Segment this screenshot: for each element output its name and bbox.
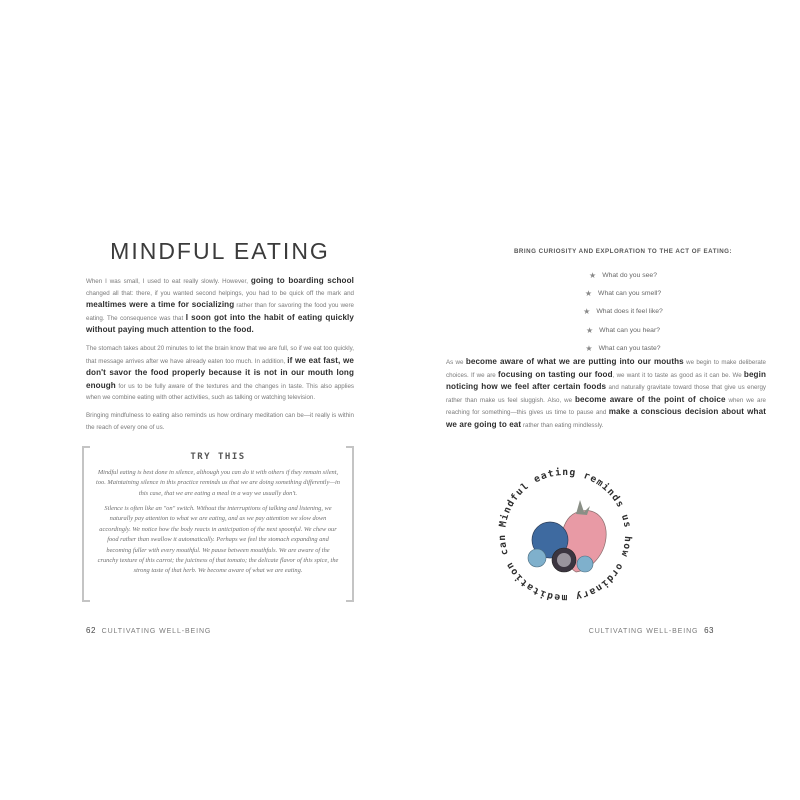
highlighted-phrase: become aware of what we are putting into our mouths [465,357,684,366]
fruit-badge [490,460,640,610]
question-text: What do you see? [602,271,657,279]
highlighted-phrase: going to boarding school [250,276,354,285]
try-this-heading: TRY THIS [190,452,246,462]
star-icon: ★ [585,344,593,354]
right-page [400,0,800,800]
mindfulness-paragraph: Bringing mindfulness to eating also reminds us how ordinary meditation can be—it really is within the reach of every one of us. [86,412,354,431]
text-run: rather than for savoring the food you were eating. The consequence was that [86,302,354,322]
blueberry-left [528,549,546,567]
right-footer [589,626,714,635]
question-item [480,266,766,284]
text-run: The stomach takes about 20 minutes to let the brain know that we are full, so if we eat too quickly, that message arrives after we have already eaten too much. In addition, [86,345,354,365]
highlighted-phrase: begin noticing how we feel after certain foods [446,369,766,391]
text-run: for us to be fully aware of the textures and the changes in taste. This also applies when we combine eating with other activities, such as talking or watching television. [86,382,354,401]
stomach-paragraph [86,343,354,404]
blueberry-right [577,556,593,572]
intro-paragraph [86,275,354,337]
choices-paragraph [446,356,766,431]
try-this-paragraph-1: Mindful eating is best done in silence, although you can do it with others if they remain silent, too. Maintaining silence in this practice reminds us that we are doing something differently—in this case, that we are eating a meal in a way we usually don't. [96,469,340,497]
text-run: changed all that: there, if you wanted second helpings, you had to be quick off the mark and [86,289,354,297]
question-item [480,303,766,321]
text-run: and naturally gravitate toward those that give us energy rather than make us feel sluggish. Also, we [446,384,766,404]
page-number: 63 [704,626,714,635]
highlighted-phrase: become aware of the point of choice [574,394,726,404]
right-bracket [346,446,354,602]
text-run: When I was small, I used to eat really slowly. However, [86,278,251,285]
star-icon: ★ [584,289,593,299]
question-text: What can you taste? [598,345,661,353]
highlighted-phrase: mealtimes were a time for socializing [86,300,235,309]
page-number: 62 [86,626,96,635]
section-label: CULTIVATING WELL-BEING [588,628,699,635]
fruit-illustration [490,460,640,610]
highlighted-phrase: make a conscious decision about what we are going to eat [446,407,767,429]
question-text: What can you hear? [599,326,660,334]
question-list [480,266,766,358]
try-this-box [82,446,354,602]
try-this-paragraph-2: Silence is often like an "on" switch. Without the interruptions of talking and listening, we naturally pay attention to what we are eating, and as we pay attention we slow down accordingly. We notice how the body reacts in anticipation of the next spoonful. We chew our food rather than swallow it automatically. Perhaps we feel the stomach expanding and becoming fuller with every mouthful. We pause between mouthfuls. We are aware of the crunchy texture of this carrot; the juiciness of that tomato; the delicate flavor of this spice, the strong taste of that herb. We become aware of what we are eating. [97,505,339,575]
star-icon: ★ [589,270,597,280]
page-title: MINDFUL EATING [110,238,330,264]
text-run: rather than eating mindlessly. [521,421,604,429]
question-item [480,321,766,339]
text-run: when we are reaching for something—this gives us time to pause and [446,396,766,416]
question-text: What can you smell? [598,290,662,298]
highlighted-phrase: I soon got into the habit of eating quickly without paying much attention to the food. [86,312,355,334]
questions-heading: BRING CURIOSITY AND EXPLORATION TO THE ACT OF EATING: [513,248,733,255]
left-footer [86,626,211,635]
star-icon: ★ [585,325,594,335]
highlighted-phrase: if we eat fast, we don't savor the food properly because it is not in our mouth long enough [86,355,354,390]
text-run: , we want it to taste as good as it can be. We [612,371,744,379]
highlighted-phrase: focusing on tasting our food [498,369,613,379]
badge-text-path: Mindful eating reminds us how ordinary meditation can [496,466,634,604]
text-run: we begin to make deliberate choices. If we are [446,359,766,379]
left-bracket [82,446,90,602]
text-run: As we [446,359,466,366]
star-icon: ★ [583,307,591,317]
dark-berry-highlight [557,553,571,567]
question-item [480,284,766,302]
section-label: CULTIVATING WELL-BEING [101,628,212,635]
question-text: What does it feel like? [596,308,663,316]
